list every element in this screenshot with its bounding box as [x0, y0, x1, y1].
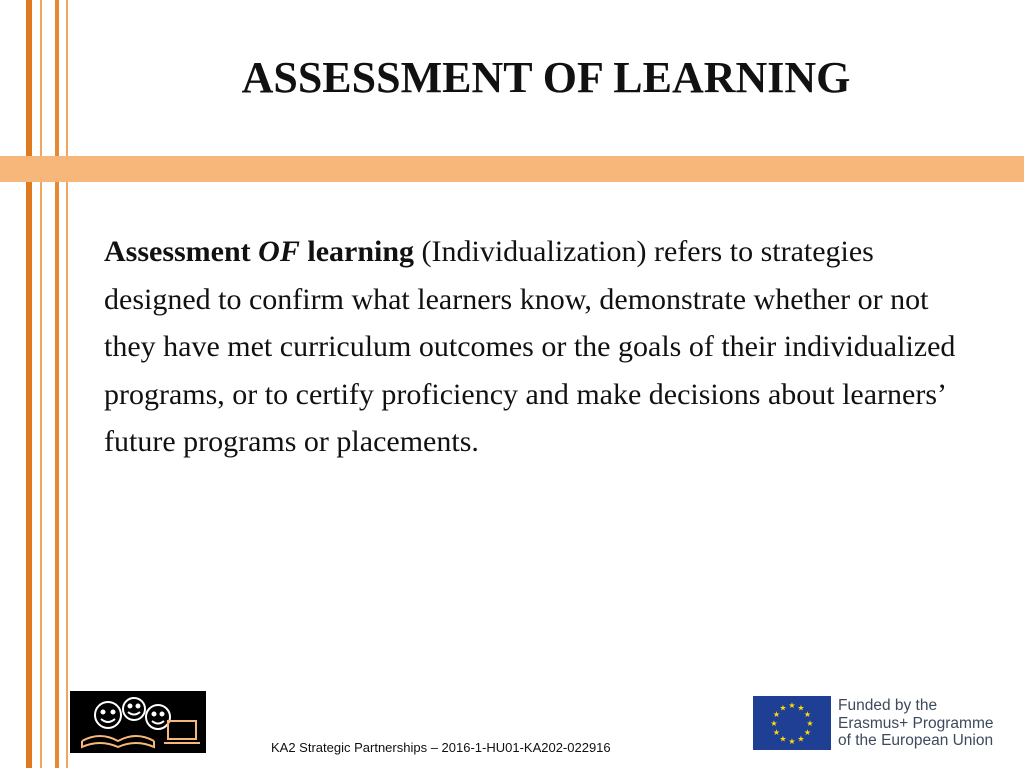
svg-text:★: ★ [770, 719, 778, 728]
term-learning: learning [299, 235, 415, 268]
eu-flag-icon [753, 696, 831, 750]
svg-text:★: ★ [803, 710, 812, 719]
svg-text:★: ★ [797, 734, 805, 744]
svg-text:★: ★ [803, 728, 812, 737]
footer-text: KA2 Strategic Partnerships – 2016-1-HU01-KA202-022916 [271, 740, 611, 755]
eu-funding-line-1: Funded by the [838, 697, 938, 714]
svg-text:★: ★ [788, 701, 796, 710]
term-assessment: Assessment [104, 235, 259, 268]
slide-title: ASSESSMENT OF LEARNING [241, 53, 851, 102]
eu-funding-text [838, 697, 1018, 750]
eu-funding-line-3: of the European Union [838, 732, 994, 749]
eu-funding-line-2: Erasmus+ Programme [838, 714, 994, 732]
svg-text:★: ★ [779, 734, 787, 744]
slide-body [104, 228, 964, 466]
svg-text:★: ★ [772, 710, 781, 719]
left-border-line-thin-2 [66, 0, 68, 768]
smiley-faces-icon [70, 691, 206, 753]
term-of: OF [258, 235, 300, 268]
svg-text:★: ★ [772, 728, 781, 737]
left-border-line-medium [55, 0, 59, 768]
header-band [0, 156, 1024, 182]
project-logo [70, 691, 206, 753]
left-border-line-thick [26, 0, 32, 768]
svg-text:★: ★ [779, 703, 787, 713]
body-text: (Individualization) refers to strategies designed to confirm what learners know, demonstrate whether or not they have met curriculum outcomes or the goals of their individualized programs, or to certify proficiency and make decisions about learners’ future programs or placements. [104, 235, 956, 458]
svg-text:★: ★ [806, 719, 814, 728]
svg-text:★: ★ [788, 737, 796, 746]
svg-text:★: ★ [797, 703, 805, 713]
left-border-line-thin-1 [40, 0, 42, 768]
